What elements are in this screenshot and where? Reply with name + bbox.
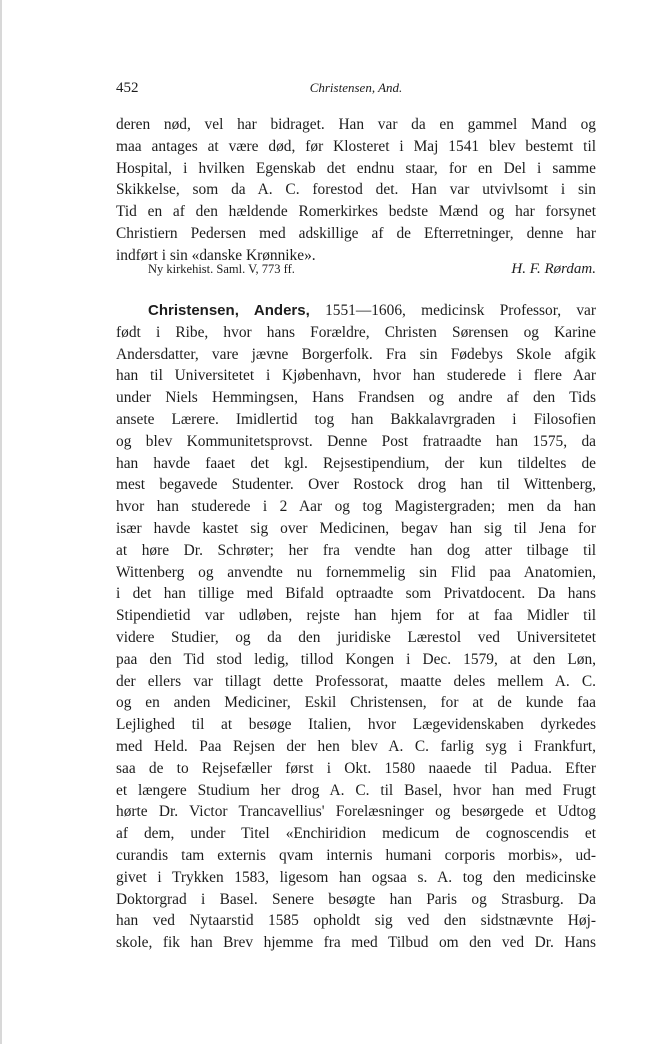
text-line: ansete Lærere. Imidlertid tog han Bakkalavrgraden i Filosofien — [116, 410, 596, 428]
text-line: maa antages at være død, før Klosteret i Maj 1541 blev bestemt til — [116, 137, 596, 155]
page-number: 452 — [116, 80, 139, 96]
text-line: givet i Trykken 1583, ligesom han ogsaa s. A. tog den medicinske — [116, 868, 596, 886]
previous-entry-text — [116, 114, 596, 267]
text-line: skole, fik han Brev hjemme fra med Tilbud om den ved Dr. Hans — [116, 934, 596, 952]
text-line: mest begavede Studenter. Over Rostock drog han til Wittenberg, — [116, 476, 596, 494]
source-row — [116, 258, 596, 280]
text-line: paa den Tid stod ledig, tillod Kongen i Dec. 1579, at den Løn, — [116, 650, 596, 668]
page-edge — [0, 0, 2, 1044]
text-line: og blev Kommunitetsprovst. Denne Post fratraadte han 1575, da — [116, 432, 596, 450]
page-header — [116, 80, 596, 100]
text-line: under Niels Hemmingsen, Hans Frandsen og andre af den Tids — [116, 389, 596, 407]
text-line: født i Ribe, hvor hans Forældre, Christen Sørensen og Karine — [116, 323, 596, 341]
text-line: et længere Studium her drog A. C. til Basel, hvor han med Frugt — [116, 781, 596, 799]
entry-text — [116, 300, 596, 954]
text-line: han havde faaet det kgl. Rejsestipendium, der kun tildeltes de — [116, 454, 596, 472]
text-line: og en anden Mediciner, Eskil Christensen, for at de kunde faa — [116, 694, 596, 712]
text-line: Wittenberg og anvendte nu fornemmelig sin Flid paa Anatomien, — [116, 563, 596, 581]
text-line: der ellers var tillagt dette Professorat, maatte deles mellem A. C. — [116, 672, 596, 690]
text-line: især havde kastet sig over Medicinen, begav han sig til Jena for — [116, 519, 596, 537]
text-line: videre Studier, og da den juridiske Lærestol ved Universitetet — [116, 628, 596, 646]
entry-first-line-text: 1551—1606, medicinsk Professor, var — [325, 302, 596, 319]
text-line: Andersdatter, vare jævne Borgerfolk. Fra sin Fødebys Skole afgik — [116, 345, 596, 363]
text-line: hørte Dr. Victor Trancavellius' Forelæsninger og besørgede et Udtog — [116, 803, 596, 821]
text-line: curandis tam externis qvam internis humani corporis morbis», ud- — [116, 846, 596, 864]
text-line: Lejlighed til at besøge Italien, hvor Lægevidenskaben dyrkedes — [116, 716, 596, 734]
text-line: Doktorgrad i Basel. Senere besøgte han Paris og Strasburg. Da — [116, 890, 596, 908]
text-line: Tid en af den hældende Romerkirkes bedste Mænd og har forsynet — [116, 203, 596, 221]
text-line: Stipendietid var udløben, rejste han hjem for at faa Midler til — [116, 607, 596, 625]
entry-name: Christensen, Anders, — [148, 302, 310, 319]
source-reference: Ny kirkehist. Saml. V, 773 ff. — [148, 262, 295, 276]
text-line: deren nød, vel har bidraget. Han var da en gammel Mand og — [116, 116, 596, 133]
text-line: indført i sin «danske Krønnike». — [116, 246, 316, 264]
text-line: Christiern Pedersen med adskillige af de Efterretninger, denne har — [116, 224, 596, 242]
text-line: Hospital, i hvilken Egenskab det endnu staar, for en Del i samme — [116, 159, 596, 177]
text-line: i det han tillige med Bifald optraadte som Privatdocent. Da hans — [116, 585, 596, 603]
text-line: Skikkelse, som da A. C. forestod det. Han var utvivlsomt i sin — [116, 181, 596, 199]
text-line: saa de to Rejsefæller først i Okt. 1580 naaede til Padua. Efter — [116, 759, 596, 777]
text-line: hvor han studerede i 2 Aar og tog Magistergraden; men da han — [116, 498, 596, 516]
text-line: han ved Nytaarstid 1585 opholdt sig ved den sidstnævnte Høj- — [116, 912, 596, 930]
entry-first-line — [116, 300, 596, 322]
text-line: med Held. Paa Rejsen der hen blev A. C. farlig syg i Frankfurt, — [116, 737, 596, 755]
text-line: at høre Dr. Schrøter; her fra vendte han dog atter tilbage til — [116, 541, 596, 559]
author-signature: H. F. Rørdam. — [511, 261, 596, 277]
text-line: af dem, under Titel «Enchiridion medicum de cognoscendis et — [116, 825, 596, 843]
text-line: han til Universitetet i Kjøbenhavn, hvor han studerede i flere Aar — [116, 367, 596, 385]
running-head: Christensen, And. — [309, 80, 403, 95]
